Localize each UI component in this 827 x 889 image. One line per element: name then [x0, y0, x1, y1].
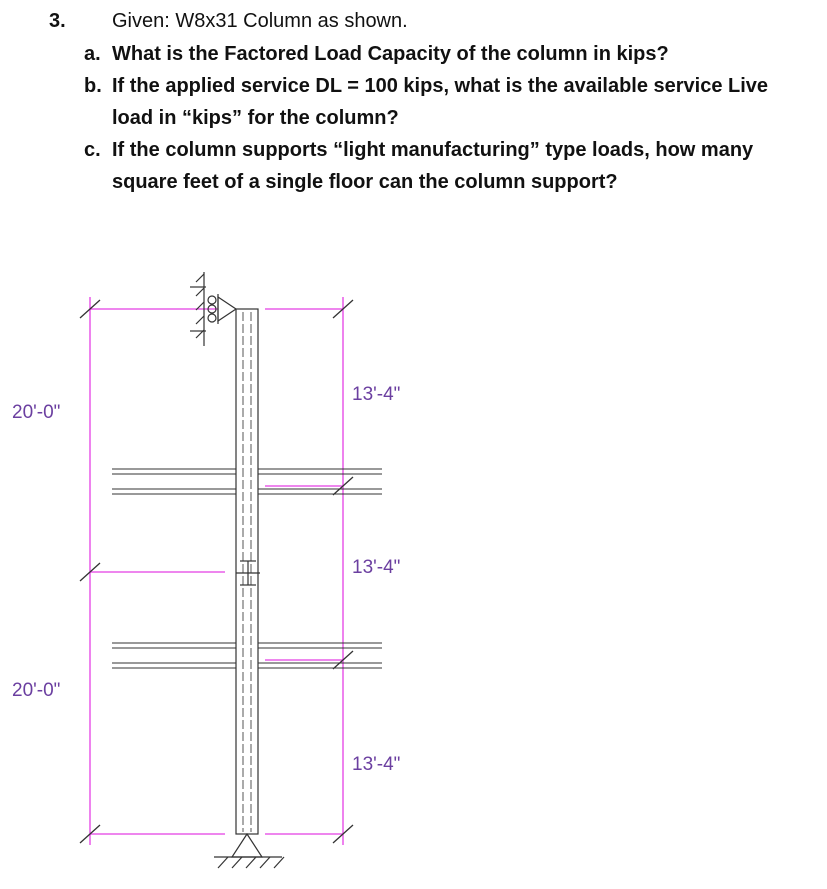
part-b-text: If the applied service DL = 100 kips, what is the available service Live load in “kips” for the column?	[112, 75, 769, 129]
part-c-label: c.	[84, 139, 101, 161]
right-dim-label-middle: 13'-4"	[352, 557, 401, 578]
left-dim-label-upper: 20'-0"	[12, 402, 61, 423]
question-given: Given: W8x31 Column as shown.	[112, 10, 408, 32]
right-dimension-lines	[265, 297, 343, 845]
part-a-text: What is the Factored Load Capacity of the column in kips?	[112, 43, 669, 65]
bottom-pin-support-icon	[214, 834, 284, 868]
right-dim-label-bottom: 13'-4"	[352, 754, 401, 775]
part-c-text: If the column supports “light manufacturing” type loads, how many square feet of a single floor can the column support?	[112, 139, 754, 193]
left-dimension-lines	[90, 297, 225, 845]
part-a-label: a.	[84, 43, 101, 65]
question-number: 3.	[49, 10, 66, 32]
right-dim-label-top: 13'-4"	[352, 384, 401, 405]
part-b-label: b.	[84, 75, 102, 97]
left-dim-label-lower: 20'-0"	[12, 680, 61, 701]
column-w8x31	[236, 309, 258, 834]
